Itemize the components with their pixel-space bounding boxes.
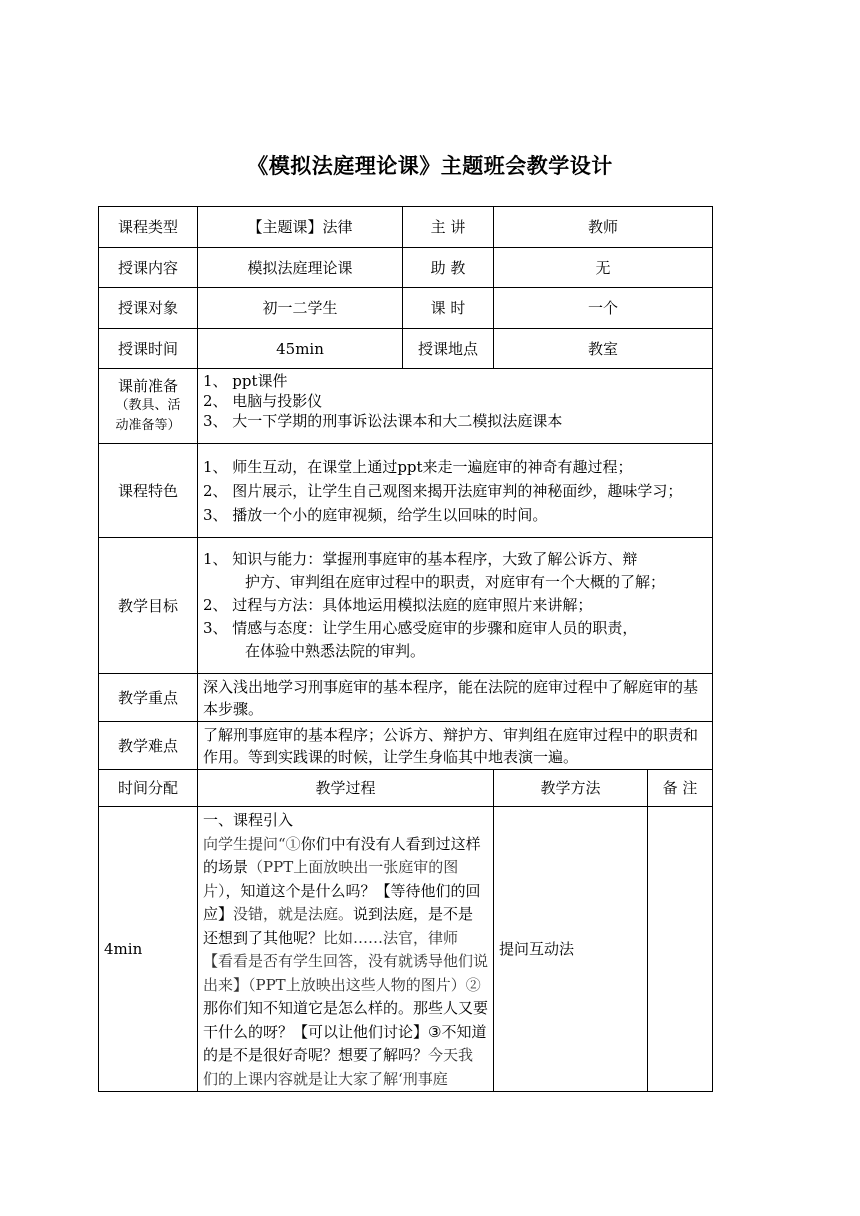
value-course-type: 【主题课】法律: [198, 207, 403, 248]
process-segment-bold: 说到法庭，是不是还想到了其他呢？: [203, 905, 474, 947]
feature-item: 2、 图片展示，让学生自己观图来揭开法庭审判的神秘面纱，趣味学习；: [203, 481, 683, 500]
label-prep-cell: [99, 369, 198, 444]
goal-item-2: 2、 过程与方法：具体地运用模拟法庭的庭审照片来讲解；: [203, 596, 593, 614]
row-target: [99, 288, 713, 329]
prep-item: 1、 ppt课件: [203, 372, 288, 390]
value-content: 模拟法庭理论课: [198, 248, 403, 288]
label-hours: 课 时: [403, 288, 494, 329]
process-segment: 比如……法官，律师【看看是否有学生回答，没有就诱导他们说出来】（PPT上放映出这些人物的图片）②: [203, 928, 489, 994]
key-points-text: 深入浅出地学习刑事庭审的基本程序，能在法院的庭审过程中了解庭审的基本步骤。: [198, 674, 713, 722]
process-segment: 今天我们的上课内容就是让大家了解‘刑事庭: [203, 1046, 474, 1088]
process-segment: 没错，就是法庭。: [233, 905, 354, 923]
process-segment-bold: 你们中有没有人看到过这样的场景: [203, 834, 481, 876]
label-prep-sub-2: 动准备等）: [115, 418, 181, 433]
process-method: 提问互动法: [494, 807, 648, 1092]
goal-item-3-cont: 在体验中熟悉法院的审判。: [245, 642, 426, 660]
goal-item-3: 3、 情感与态度：让学生用心感受庭审的步骤和庭审人员的职责，: [203, 619, 638, 637]
label-goals: 教学目标: [99, 538, 198, 674]
process-segment: （PPT上面放映出一张庭审的图片）: [203, 858, 459, 900]
value-assistant: 无: [494, 248, 713, 288]
header-method: 教学方法: [494, 770, 648, 807]
process-segment-bold: 那你们知不知道它是怎么样的。那些人又要干什么的呀？【可以让他们讨论】③不知道的是不是很好奇呢？想要了解吗？: [203, 999, 489, 1064]
row-time: [99, 329, 713, 369]
label-target: 授课对象: [99, 288, 198, 329]
label-prep: 课前准备: [117, 377, 178, 395]
difficulties-text: 了解刑事庭审的基本程序；公诉方、辩护方、审判组在庭审过程中的职责和作用。等到实践课的时候，让学生身临其中地表演一遍。: [198, 722, 713, 770]
label-assistant: 助 教: [403, 248, 494, 288]
value-time: 45min: [198, 329, 403, 369]
process-segment-bold: ，知道这个是什么吗？【等待他们的回应】: [203, 881, 481, 923]
value-lecturer: 教师: [494, 207, 713, 248]
prep-list: [198, 369, 713, 444]
process-content: [198, 807, 494, 1092]
goals-list: [198, 538, 713, 674]
goal-item-1: 1、 知识与能力：掌握刑事庭审的基本程序，大致了解公诉方、辩: [203, 550, 638, 568]
feature-item: 3、 播放一个小的庭审视频，给学生以回味的时间。: [203, 505, 548, 524]
process-row: [99, 807, 713, 1092]
label-key-points: 教学重点: [99, 674, 198, 722]
features-list: [198, 444, 713, 538]
value-hours: 一个: [494, 288, 713, 329]
label-difficulties: 教学难点: [99, 722, 198, 770]
prep-item: 3、 大一下学期的刑事诉讼法课本和大二模拟法庭课本: [203, 412, 563, 430]
header-note: 备 注: [648, 770, 713, 807]
label-features: 课程特色: [99, 444, 198, 538]
label-location: 授课地点: [403, 329, 494, 369]
header-process: 教学过程: [198, 770, 494, 807]
label-content: 授课内容: [99, 248, 198, 288]
header-time: 时间分配: [99, 770, 198, 807]
row-content: [99, 248, 713, 288]
feature-item: 1、 师生互动，在课堂上通过ppt来走一遍庭审的神奇有趣过程；: [203, 457, 633, 476]
label-time: 授课时间: [99, 329, 198, 369]
process-header-row: [99, 770, 713, 807]
process-segment: 向学生提问“①: [203, 834, 301, 853]
page-title: 《模拟法庭理论课》主题班会教学设计: [247, 154, 613, 178]
prep-item: 2、 电脑与投影仪: [203, 392, 323, 410]
row-key-points: [99, 674, 713, 722]
label-prep-sub-1: （教具、活: [115, 398, 181, 413]
process-note: [648, 807, 713, 1092]
row-features: [99, 444, 713, 538]
label-lecturer: 主 讲: [403, 207, 494, 248]
row-goals: [99, 538, 713, 674]
process-time: 4min: [99, 807, 198, 1092]
process-text: [203, 835, 488, 1088]
row-difficulties: [99, 722, 713, 770]
label-course-type: 课程类型: [99, 207, 198, 248]
row-course-type: [99, 207, 713, 248]
row-prep: [99, 369, 713, 444]
value-target: 初一二学生: [198, 288, 403, 329]
process-heading: 一、课程引入: [203, 811, 294, 829]
goal-item-1-cont: 护方、审判组在庭审过程中的职责，对庭审有一个大概的了解；: [245, 573, 666, 591]
value-location: 教室: [494, 329, 713, 369]
lesson-plan-table: [98, 206, 713, 1092]
